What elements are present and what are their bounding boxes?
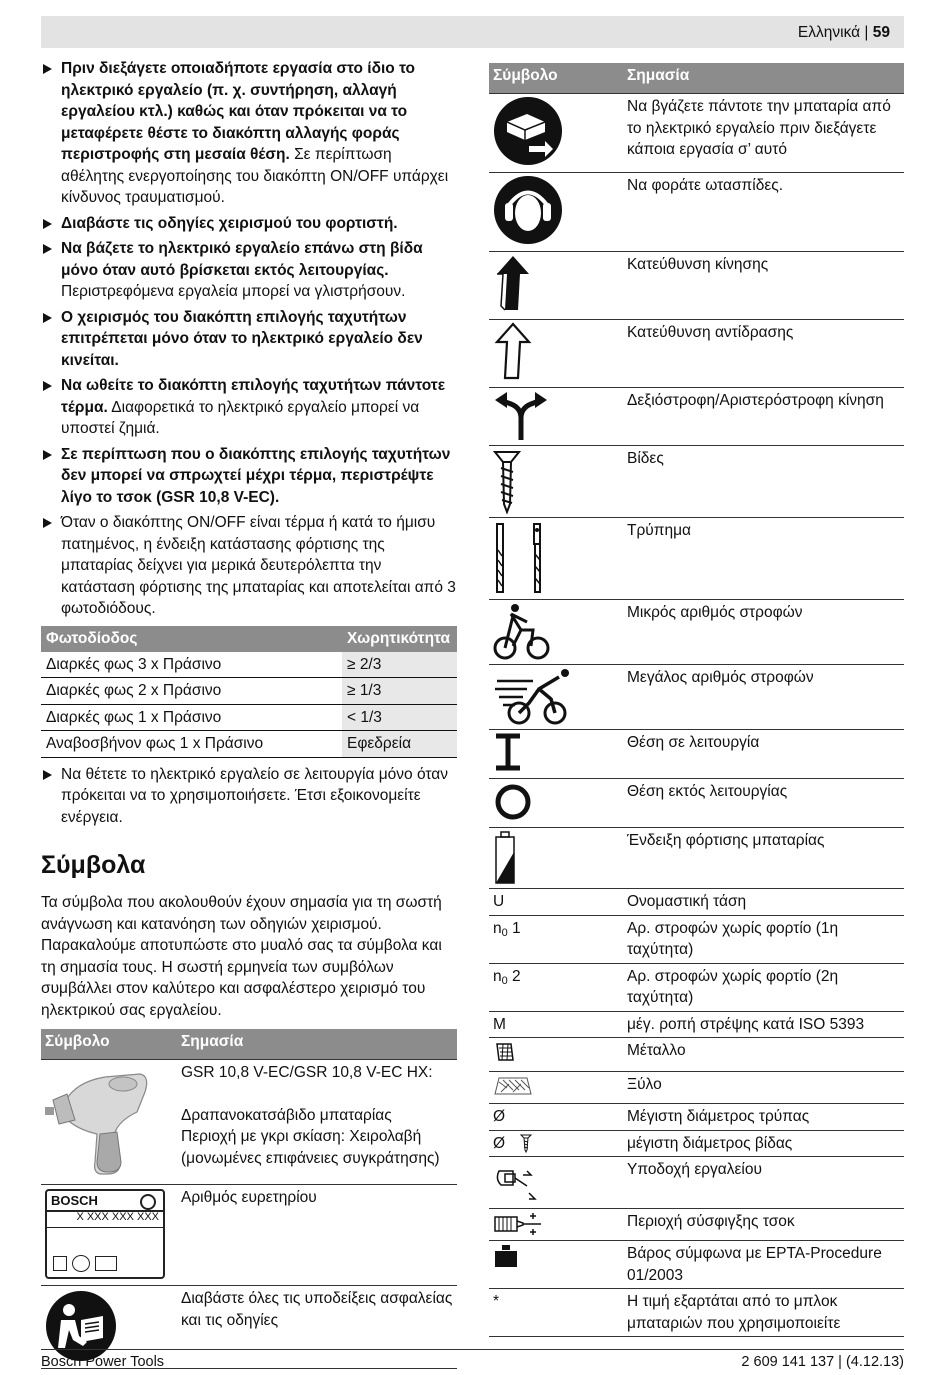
table-row: Περιοχή σύσφιγξης τσοκ: [489, 1209, 904, 1241]
intro-paragraph: Τα σύμβολα που ακολουθούν έχουν σημασία για τη σωστή ανάγνωση και κατανόηση των οδηγιών χειρισμού. Παρακαλούμε αποτυπώστε στο μυαλό σας τα σύμβολα και τη σημασία τους. Η σωστή ερμηνεία των συμβόλων συμβάλλει στον καλύτερο και ασφαλέστερο χειρισμό του ηλεκτρικού σας εργαλείου.: [41, 894, 442, 1019]
header-language: Ελληνικά: [797, 24, 861, 41]
metal-icon: [493, 1040, 517, 1064]
nameplate-icon: BOSCH X XXX XXX XXX: [45, 1189, 165, 1279]
table-row: Θέση σε λειτουργία: [489, 730, 904, 779]
footer-divider: [41, 1349, 904, 1350]
table-row: BOSCH X XXX XXX XXX Αριθμός ευρετηρίου: [41, 1185, 457, 1286]
bullet-item: Να ωθείτε το διακόπτη επιλογής ταχυτήτων πάντοτε τέρμα. Διαφορετικά το ηλεκτρικό εργαλείο μπορεί να υποστεί ζημιά.: [41, 375, 457, 440]
reaction-arrow-icon: [493, 322, 533, 382]
remove-battery-icon: [493, 96, 563, 166]
page-number: 59: [872, 24, 890, 41]
table-row: Κατεύθυνση κίνησης: [489, 252, 904, 320]
bullet-item: Να βάζετε το ηλεκτρικό εργαλείο επάνω στη βίδα μόνο όταν αυτό βρίσκεται εκτός λειτουργίας. Περιστρεφόμενα εργαλεία μπορεί να γλιστρήσουν.: [41, 238, 457, 303]
table-row: Βάρος σύμφωνα με EPTA-Procedure 01/2003: [489, 1241, 904, 1289]
table-row: Να βγάζετε πάντοτε την μπαταρία από το ηλεκτρικό εργαλείο πριν διεξάγετε κάποια εργασία σ’ αυτό: [489, 94, 904, 173]
table-row: Δεξιόστροφη/Αριστερόστροφη κίνηση: [489, 388, 904, 446]
table-row: Ø Μέγιστη διάμετρος τρύπας: [489, 1104, 904, 1131]
table-row: Υποδοχή εργαλείου: [489, 1157, 904, 1209]
wood-icon: [493, 1074, 533, 1098]
table-row: $n_0$ 2 Αρ. στροφών χωρίς φορτίο (2η ταχύτητα): [489, 963, 904, 1011]
right-column: [489, 63, 904, 1337]
bosch-logo-icon: [140, 1194, 156, 1210]
left-column: [41, 58, 457, 1369]
table-row: Αναβοσβήνον φως 1 x Πράσινο Εφεδρεία: [41, 731, 457, 758]
battery-charge-icon: [493, 830, 517, 886]
bullet-item: Ο χειρισμός του διακόπτη επιλογής ταχυτήτων επιτρέπεται μόνο όταν το ηλεκτρικό εργαλείο δεν κινείται.: [41, 307, 457, 372]
table-row: Κατεύθυνση αντίδρασης: [489, 320, 904, 388]
movement-arrow-icon: [493, 254, 533, 314]
screw-icon: [493, 448, 521, 514]
table-row: Βίδες: [489, 446, 904, 518]
footer-doc-number: 2 609 141 137 | (4.12.13): [741, 1354, 904, 1370]
table-row: Μικρός αριθμός στροφών: [489, 600, 904, 665]
drill-bit-icon: [493, 520, 549, 596]
footer-brand: Bosch Power Tools: [41, 1354, 165, 1370]
table-row: * Η τιμή εξαρτάται από το μπλοκ μπαταριών που χρησιμοποιείτε: [489, 1289, 904, 1337]
drill-image: [45, 1062, 170, 1182]
rotation-direction-icon: [493, 390, 549, 442]
table-row: Θέση εκτός λειτουργίας: [489, 779, 904, 828]
table-row: Ξύλο: [489, 1072, 904, 1104]
symbol-table: Σύμβολο Σημασία GSR 10,8 V-EC/GSR 10,8 V-EC HX: Δραπανοκατσάβιδο μπαταρίας Περιοχή με γκρι σκίαση: Χειρολαβή (μονωμένες επιφάνειες συγκράτησης) BOSCH X XXX XXX XXX Αριθμός ευρετηρίου Διαβάστε όλες τις υποδείξεις ασφαλείας και τις οδηγίες: [41, 1029, 457, 1369]
weight-icon: [493, 1243, 519, 1269]
table-row: Μέταλλο: [489, 1038, 904, 1072]
symbol-table-right: Σύμβολο Σημασία Να βγάζετε πάντοτε την μπαταρία από το ηλεκτρικό εργαλείο πριν διεξάγετε κάποια εργασία σ’ αυτό Να φοράτε ωτασπίδες. Κατεύθυνση κίνησης Κατεύθυνση αντίδρασης Δεξιόστροφη/Αριστερόστροφη κίνηση Βίδες Τρύπημα Μικρός αριθμός στροφών Μεγάλος αριθμός στροφών Θέση σε λειτουργία Θέση εκτός λειτουργίας Ένδειξη φόρτισης μπαταρίας U Ονομαστική τάση $n_0$ 1 Αρ. στροφών χωρίς φορτίο (1η ταχύτητα) $n_0$ 2 Αρ. στροφών χωρίς φορτίο (2η ταχύτητα) M μέγ. ροπή στρέψης κατά ISO 5393 Μέταλλο Ξύλο Ø Μέγιστη διάμετρος τρύπας Ø μέγιστη διάμετρος βίδας Υποδοχή εργαλείου Περιοχή σύσφιγξης τσοκ Βάρος σύμφωνα με EPTA-Procedure 01/2003 * Η τιμή εξαρτάται από το μπλοκ μπαταριών που χρησιμοποιείτε: [489, 63, 904, 1337]
on-position-icon: [493, 732, 523, 772]
table-row: U Ονομαστική τάση: [489, 889, 904, 916]
bullet-item: Όταν ο διακόπτης ON/OFF είναι τέρμα ή κατά το ήμισυ πατημένος, η ένδειξη κατάστασης φόρτισης της μπαταρίας δείχνει για μερικά δευτερόλεπτα την κατάσταση φόρτισης της μπαταρίας και αποτελείται από 3 φωτοδιόδους.: [41, 512, 457, 620]
bullet-item: Διαβάστε τις οδηγίες χειρισμού του φορτιστή.: [41, 213, 457, 235]
table-row: Τρύπημα: [489, 518, 904, 600]
bullet-item: Να θέτετε το ηλεκτρικό εργαλείο σε λειτουργία μόνο όταν πρόκειται να το χρησιμοποιήσετε. Έτσι εξοικονομείτε ενέργεια.: [41, 764, 457, 829]
bullet-item: Πριν διεξάγετε οποιαδήποτε εργασία στο ίδιο το ηλεκτρικό εργαλείο (π. χ. συντήρηση, αλλαγή εργαλείου κτλ.) καθώς και όταν πρόκειται να το μεταφέρετε θέστε το διακόπτη αλλαγής φοράς περιστροφής στη μεσαία θέση. Σε περίπτωση αθέλητης ενεργοποίησης του διακόπτη ON/OFF υπάρχει κίνδυνος τραυματισμού.: [41, 58, 457, 209]
fast-cyclist-icon: [493, 667, 573, 725]
chuck-range-icon: [493, 1211, 545, 1237]
ear-protection-icon: [493, 175, 563, 245]
off-position-icon: [493, 781, 533, 823]
tool-holder-icon: [493, 1159, 541, 1203]
table-row: Ένδειξη φόρτισης μπαταρίας: [489, 828, 904, 889]
table-row: Διαρκές φως 2 x Πράσινο ≥ 1/3: [41, 678, 457, 705]
table-row: Διαρκές φως 3 x Πράσινο ≥ 2/3: [41, 652, 457, 678]
page-header: Ελληνικά | 59: [41, 16, 904, 48]
table-row: GSR 10,8 V-EC/GSR 10,8 V-EC HX: Δραπανοκατσάβιδο μπαταρίας Περιοχή με γκρι σκίαση: Χειρολαβή (μονωμένες επιφάνειες συγκράτησης): [41, 1060, 457, 1185]
table-row: $n_0$ 1 Αρ. στροφών χωρίς φορτίο (1η ταχύτητα): [489, 915, 904, 963]
small-screw-icon: [519, 1133, 533, 1153]
table-row: Μεγάλος αριθμός στροφών: [489, 665, 904, 730]
table-row: M μέγ. ροπή στρέψης κατά ISO 5393: [489, 1011, 904, 1038]
table-row: Ø μέγιστη διάμετρος βίδας: [489, 1130, 904, 1157]
led-table: Φωτοδίοδος Χωρητικότητα Διαρκές φως 3 x Πράσινο ≥ 2/3 Διαρκές φως 2 x Πράσινο ≥ 1/3 Διαρκές φως 1 x Πράσινο < 1/3 Αναβοσβήνον φως 1 x Πράσινο Εφεδρεία: [41, 626, 457, 758]
slow-cyclist-icon: [493, 602, 551, 660]
bullet-item: Σε περίπτωση που ο διακόπτης επιλογής ταχυτήτων δεν μπορεί να σπρωχτεί μέχρι τέρμα, περιστρέψτε λίγο το τσοκ (GSR 10,8 V-EC).: [41, 444, 457, 509]
table-row: Διαρκές φως 1 x Πράσινο < 1/3: [41, 704, 457, 731]
table-row: Να φοράτε ωτασπίδες.: [489, 173, 904, 252]
section-title: Σύμβολα: [41, 851, 146, 879]
table-row: Διαβάστε όλες τις υποδείξεις ασφαλείας και τις οδηγίες: [41, 1286, 457, 1369]
